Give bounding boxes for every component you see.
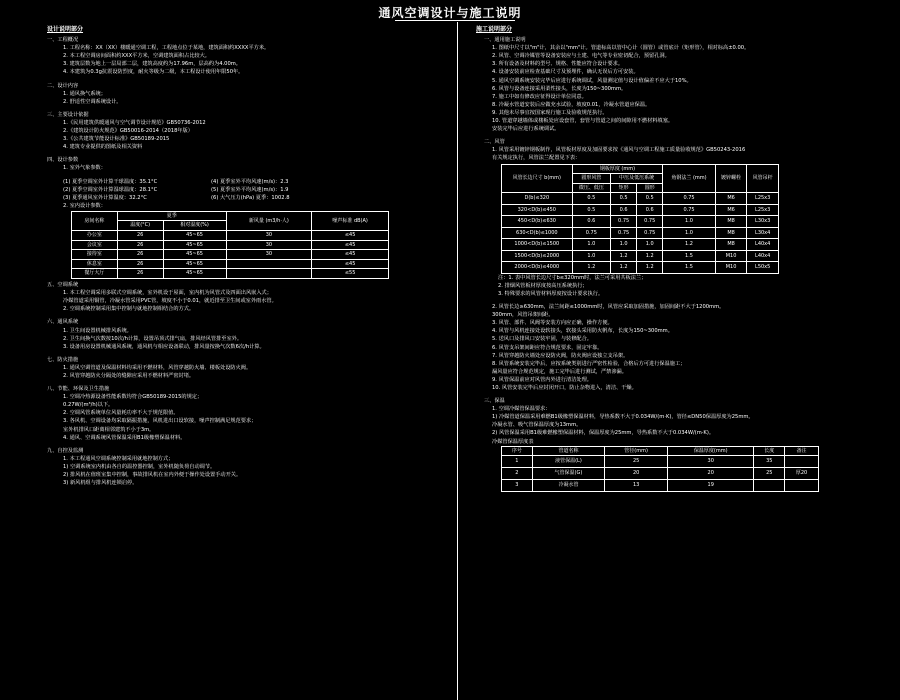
section-line: 2. 卫生间换气次数按10次/h计算，设置吊顶式排气扇，排风经风管排至室外。	[63, 335, 243, 342]
table-cell: 20	[668, 468, 754, 480]
outdoor-param-row	[47, 186, 447, 194]
table-cell: L25x3	[747, 193, 779, 205]
table-cell: ≤45	[312, 250, 389, 260]
table-cell: 0.75	[637, 216, 663, 228]
duct-col-size: 风管长边尺寸 b(mm)	[502, 164, 573, 193]
table-cell: 3	[502, 480, 533, 492]
text-line: 5. 通风空调系统安装完毕后应进行系统调试，风量测定值与设计值偏差不应大于10%。	[492, 77, 692, 84]
title-underline	[395, 20, 515, 21]
table-cell	[226, 269, 312, 279]
duct-col-round: 圆形风管	[572, 174, 610, 184]
outdoor-param: (2) 夏季空调室外计算湿球温度：28.1°C	[63, 186, 158, 193]
table-cell: L40x4	[747, 250, 779, 262]
construction-heading: 施工说明部分	[476, 26, 513, 33]
text-line: 8. 风管系统安装完毕后，应按系统类别进行严密性检验，合格后方可进行保温施工；	[492, 360, 686, 367]
table-cell: 0.6	[611, 204, 637, 216]
indoor-col-noise: 噪声标准 dB(A)	[312, 211, 389, 230]
table-cell: 1.2	[611, 262, 637, 274]
duct-heading: 二、风管	[484, 139, 505, 146]
table-cell: 0.75	[572, 227, 610, 239]
outdoor-param: (6) 大气压力(hPa) 夏季：1002.8	[211, 194, 290, 201]
left-column	[47, 26, 447, 492]
table-cell: 45~65	[163, 240, 226, 250]
outdoor-param-row	[47, 178, 447, 186]
general-lines	[476, 44, 874, 133]
table-cell: M10	[715, 250, 747, 262]
table-row	[72, 269, 389, 279]
section-line: 3. 各风机、空调设备均采取隔振措施，风机进出口设软接，噪声控制满足规范要求；	[63, 418, 257, 425]
table-cell: 1.2	[611, 250, 637, 262]
table-cell: 0.75	[637, 227, 663, 239]
section-line: 1.《民用建筑供暖通风与空气调节设计规范》GB50736-2012	[63, 119, 206, 126]
table-cell: ≤45	[312, 240, 389, 250]
table-cell: ≤45	[312, 231, 389, 241]
table-header-cell: 序号	[502, 446, 533, 456]
outdoor-param: (3) 夏季通风室外计算温度：32.2°C	[63, 194, 147, 201]
table-cell: 办公室	[72, 231, 118, 241]
duct-col-pressure: 中压及低压系统	[611, 174, 663, 184]
table-cell: M6	[715, 204, 747, 216]
table-cell: 2000<D(b)≤4000	[502, 262, 573, 274]
table-cell	[226, 259, 312, 269]
table-cell: 320<D(b)≤450	[502, 204, 573, 216]
table-cell: 30	[668, 456, 754, 468]
table-cell: 0.5	[572, 193, 610, 205]
section-heading: 七、防火措施	[47, 356, 79, 363]
table-cell: ≤45	[312, 259, 389, 269]
table-row	[502, 204, 779, 216]
table-cell: 26	[117, 250, 163, 260]
table-cell	[754, 480, 785, 492]
table-cell: 26	[117, 231, 163, 241]
duct-lines	[476, 303, 874, 392]
section-heading: 二、设计内容	[47, 82, 79, 89]
duct-col-circ: 圆形	[637, 183, 663, 193]
table-cell: 0.5	[611, 193, 637, 205]
table-cell: 0.75	[611, 227, 637, 239]
text-line: 1. 空调冷媒管保温要求：	[492, 406, 551, 413]
table-cell: M10	[715, 262, 747, 274]
section-line: 2. 空调系统控制采用集中控制与就地控制相结合的方式。	[63, 306, 195, 313]
section-line: 4. 建筑专业提供的图纸及相关资料	[63, 144, 143, 151]
table-cell: 1.0	[663, 227, 716, 239]
table-cell: 气管保温(G)	[532, 468, 605, 480]
table-row	[502, 468, 819, 480]
text-line: 6. 风管支吊架间距应符合规范要求，固定牢靠。	[492, 344, 603, 351]
table-cell: 0.75	[663, 204, 716, 216]
section-line: 1. 通风空调管道及保温材料均采用不燃材料，风管穿越防火墙、楼板处设防火阀。	[63, 364, 252, 371]
table-row	[502, 216, 779, 228]
column-divider	[457, 22, 458, 700]
section-line: 3) 新风机组与排风机连锁启停。	[63, 480, 138, 487]
section-heading: 四、设计参数	[47, 157, 79, 164]
section-line: 2. 本工程空调房间面积约XXX平方米，空调建筑面积占比较大。	[63, 53, 210, 60]
text-line: 300mm，风管吊架间距。	[492, 312, 554, 319]
section-line: 1. 通风换气系统；	[63, 90, 106, 97]
text-line: 8. 冷凝水管道安装后应做充水试验，坡度0.01，冷凝水管道应保温。	[492, 101, 651, 108]
text-line: 2. 排烟风管板材厚度按高压系统执行；	[498, 282, 588, 289]
table-cell: ≤55	[312, 269, 389, 279]
table-cell: 45~65	[163, 250, 226, 260]
duct-notes	[476, 274, 874, 298]
section-heading: 六、通风系统	[47, 319, 79, 326]
table-row	[502, 456, 819, 468]
outdoor-param-row	[47, 194, 447, 202]
text-line: 有关规定执行，风管法兰配置见下表：	[492, 155, 581, 162]
section-line: 4. 本建筑为0.3g抗震设防烈度，耐火等级为二级，本工程设计使用年限50年。	[63, 69, 244, 76]
text-line: 冷媒管保温厚度表	[492, 438, 534, 445]
section-line: 0.27W/(m³/h)以下。	[63, 402, 114, 409]
section-line: 1. 空调冷热源设备性能系数均符合GB50189-2015的规定；	[63, 394, 203, 401]
table-header-cell: 保温厚度(mm)	[668, 446, 754, 456]
table-cell: 1.2	[663, 239, 716, 251]
text-line: 1. 风管采用镀锌钢板制作，风管板材厚度及加固要求按《通风与空调工程施工质量验收规范》GB50243-2016	[492, 147, 746, 154]
section-line: 1. 本工程空调采用多联式空调系统，室外机设于屋面，室内机为风管式及四面出风嵌入式；	[63, 290, 272, 297]
text-line: 9. 风管保温前应对风管内外进行清洁处理。	[492, 376, 592, 383]
left-sections	[47, 36, 447, 177]
table-cell: 1	[502, 456, 533, 468]
text-line: 2. 风管长边≥630mm，法兰间距≤1000mm时，风管应采取加固措施，加固间距不大于1200mm。	[492, 304, 725, 311]
table-cell: 1.0	[663, 216, 716, 228]
table-cell: 30	[226, 240, 312, 250]
duct-col-hanger: 风管吊杆	[747, 164, 779, 193]
table-cell: 0.75	[611, 216, 637, 228]
text-line: 1) 冷媒管道保温采用难燃B1级橡塑保温材料，导热系数不大于0.034W/(m·K)，管径≤DN50保温厚度为25mm。	[492, 414, 754, 421]
table-cell: 19	[668, 480, 754, 492]
table-cell: L40x4	[747, 239, 779, 251]
text-line: 3. 所有设备及材料的型号、规格、性能应符合设计要求。	[492, 61, 624, 68]
indoor-col-humidity: 相对湿度(%)	[163, 221, 226, 231]
insulation-lines	[476, 405, 874, 445]
table-cell: D(b)≤320	[502, 193, 573, 205]
section-line: 室外机排风口距离相邻建筑不小于3m。	[63, 426, 155, 433]
text-line: 5. 送风口及排风口安装牢固，与装修配合。	[492, 336, 592, 343]
table-cell: M8	[715, 216, 747, 228]
table-row	[502, 480, 819, 492]
table-cell: 接待室	[72, 250, 118, 260]
table-cell: M8	[715, 239, 747, 251]
design-heading: 设计说明部分	[47, 26, 84, 33]
text-line: 3. 风管、部件、风阀等安装方向应正确，操作方便。	[492, 320, 613, 327]
duct-thickness-table	[501, 164, 779, 274]
duct-col-lowp: 微压、低压	[572, 183, 610, 193]
table-cell: 35	[754, 456, 785, 468]
text-line: 冷凝水管、吸气管保温厚度为13mm。	[492, 422, 582, 429]
table-cell: 30	[226, 250, 312, 260]
table-cell: 45~65	[163, 269, 226, 279]
table-header-cell: 管道名称	[532, 446, 605, 456]
insulation-heading: 三、保温	[484, 398, 505, 405]
duct-col-rect: 矩形	[611, 183, 637, 193]
table-cell: 1.5	[663, 250, 716, 262]
duct-col-flange: 角钢法兰 (mm)	[663, 164, 716, 193]
table-cell: L50x5	[747, 262, 779, 274]
text-line: 4. 设备安装前应检查基础尺寸及预埋件，确认无误后方可安装。	[492, 69, 639, 76]
table-row	[72, 240, 389, 250]
section-line: 2. 空调风管系统单位风量耗功率不大于规范限值。	[63, 410, 179, 417]
text-line: 漏风量应符合规范规定，施工完毕后进行测试，严禁渗漏。	[492, 368, 627, 375]
table-cell: 液管保温(L)	[532, 456, 605, 468]
section-line: 3. 建筑层数为地上一层局部二层，建筑高度约为17.96m，层高约为4.00m。	[63, 61, 241, 68]
table-cell: M6	[715, 193, 747, 205]
duct-col-thickness: 钢板厚度 (mm)	[572, 164, 663, 174]
table-cell: 会议室	[72, 240, 118, 250]
text-line: 7. 施工中如有修改应征得设计单位同意。	[492, 93, 587, 100]
table-cell: 1.5	[663, 262, 716, 274]
table-cell: 0.6	[572, 216, 610, 228]
table-header-cell: 长度	[754, 446, 785, 456]
text-line: 6. 风管与设备连接采用柔性接头，长度为150~300mm。	[492, 85, 627, 92]
section-line: 3. 设备用房设置机械通风系统，通风机与相应设备联动，排风量按换气次数6次/h计算。	[63, 343, 265, 350]
table-cell: 26	[117, 259, 163, 269]
table-cell: 25	[754, 468, 785, 480]
text-line: 注：1. 表中风管长边尺寸b≤320mm时，法兰可采用共板法兰；	[498, 274, 647, 281]
table-cell: L30x3	[747, 216, 779, 228]
insulation-table	[501, 446, 819, 493]
table-row	[502, 262, 779, 274]
indoor-col-temp: 温度(°C)	[117, 221, 163, 231]
table-row	[72, 259, 389, 269]
table-cell: 1.0	[637, 239, 663, 251]
text-line: 2) 风管保温采用B1级难燃橡塑保温材料，保温厚度为25mm，导热系数不大于0.034W/(m·K)。	[492, 430, 715, 437]
table-cell: 13	[605, 480, 668, 492]
section-line: 2) 排风机在值班室集中控制，事故排风机在室内外便于操作处设置手动开关。	[63, 472, 242, 478]
table-cell: 25	[605, 456, 668, 468]
text-line: 10. 风管安装完毕后应封闭开口，防止杂物进入，清洁、干燥。	[492, 385, 637, 391]
general-heading: 一、通用施工说明	[484, 37, 526, 44]
table-cell: 1.0	[611, 239, 637, 251]
table-cell: 630<D(b)≤1000	[502, 227, 573, 239]
indoor-label: 2. 室内设计参数：	[63, 202, 106, 209]
table-cell: 1.0	[572, 239, 610, 251]
section-line: 1. 本工程通风空调系统控制采用就地控制方式；	[63, 455, 174, 462]
table-header-cell: 管径(mm)	[605, 446, 668, 456]
text-line: 7. 风管穿越防火墙处应设防火阀，防火阀应设独立支吊架。	[492, 352, 629, 359]
indoor-param-table	[71, 211, 389, 279]
table-cell: 1000<D(b)≤1500	[502, 239, 573, 251]
table-cell: 1.2	[637, 250, 663, 262]
table-row	[502, 250, 779, 262]
table-row	[502, 193, 779, 205]
outdoor-params	[47, 178, 447, 202]
table-row	[502, 227, 779, 239]
table-cell: 0.5	[637, 193, 663, 205]
duct-col-bolt: 镀锌螺栓	[715, 164, 747, 193]
table-cell: 0.75	[663, 193, 716, 205]
table-cell: 450<D(b)≤630	[502, 216, 573, 228]
section-line: 1. 工程名称：XX（XX）楼暖通空调工程，工程地点位于某地，建筑面积约XXXX平方米。	[63, 45, 270, 52]
drawing-title: 通风空调设计与施工说明	[378, 6, 522, 20]
text-line: 3. 特殊要求的风管材料厚度按设计要求执行。	[498, 290, 604, 297]
table-row	[72, 231, 389, 241]
section-line: 1. 室外气象参数：	[63, 165, 106, 172]
table-cell: 26	[117, 240, 163, 250]
table-cell: 冷凝水管	[532, 480, 605, 492]
text-line: 9. 其他未尽事宜按国家现行施工及验收规范执行。	[492, 109, 608, 116]
outdoor-param: (1) 夏季空调室外计算干球温度：35.1°C	[63, 178, 158, 185]
text-line: 4. 风管与风机连接处设软接头，软接头采用防火帆布，长度为150~300mm。	[492, 328, 673, 335]
table-row	[502, 239, 779, 251]
table-cell: 0.5	[572, 204, 610, 216]
table-cell: 45~65	[163, 259, 226, 269]
table-cell: 餐厅大厅	[72, 269, 118, 279]
section-line: 2.《建筑设计防火规范》GB50016-2014（2018年版）	[63, 128, 193, 135]
section-heading: 八、节能、环保及卫生措施	[47, 386, 110, 393]
table-cell: 厚20	[785, 468, 819, 480]
table-cell: 26	[117, 269, 163, 279]
section-line: 2. 舒适性空调系统设计。	[63, 98, 122, 105]
table-header-cell: 备注	[785, 446, 819, 456]
section-line: 1. 卫生间设置机械排风系统。	[63, 327, 132, 334]
table-cell: 1.2	[637, 262, 663, 274]
section-line: 3.《公共建筑节能设计标准》GB50189-2015	[63, 136, 170, 143]
text-line: 安装完毕后应进行系统调试。	[492, 126, 560, 133]
table-cell: M8	[715, 227, 747, 239]
section-line: 1) 空调系统室内机由各自的温控器控制，室外机随负荷自动调节。	[63, 463, 216, 470]
indoor-col-room: 房间名称	[72, 211, 118, 230]
outdoor-param: (5) 夏季室外平均风速(m/s)：1.9	[211, 186, 289, 193]
table-cell: 休息室	[72, 259, 118, 269]
section-heading: 一、工程概况	[47, 37, 79, 44]
duct-intro	[476, 146, 874, 162]
table-cell: 1.2	[572, 262, 610, 274]
table-cell: 1.0	[572, 250, 610, 262]
table-cell: L30x4	[747, 227, 779, 239]
table-row	[72, 250, 389, 260]
indoor-col-fresh-air: 新风量 (m3/h·人)	[226, 211, 312, 230]
outdoor-param: (4) 夏季室外平均风速(m/s)：2.3	[211, 178, 289, 185]
table-cell: 0.6	[637, 204, 663, 216]
table-cell	[785, 480, 819, 492]
text-line: 2. 风管、空调冷媒管等设备安装应与土建、电气等专业密切配合，预留孔洞。	[492, 53, 670, 60]
table-cell: L25x3	[747, 204, 779, 216]
table-cell: 45~65	[163, 231, 226, 241]
indoor-col-summer: 夏季	[117, 211, 226, 221]
section-heading: 三、主要设计依据	[47, 111, 89, 118]
section-line: 2. 风管穿越防火分隔处的缝隙应采用不燃材料严密封堵。	[63, 372, 195, 379]
section-heading: 九、自控及监测	[47, 447, 84, 454]
section-heading: 五、空调系统	[47, 282, 79, 289]
left-sections-2	[47, 281, 447, 492]
text-line: 10. 管道穿越墙体或楼板处应设套管，套管与管道之间的间隙用不燃材料填塞。	[492, 118, 674, 125]
right-column	[476, 26, 874, 492]
table-cell: 2	[502, 468, 533, 480]
section-line: 4. 通风、空调系统风管保温采用B1级橡塑保温材料。	[63, 434, 186, 441]
section-line: 冷媒管道采用铜管，冷凝水管采用PVC管，坡度不小于0.01，就近排至卫生间或室外雨水管。	[63, 298, 277, 305]
text-line: 1. 图纸中尺寸以"m"计，其余以"mm"计。管道标高以管中心计（圆管）或管底计（矩形管），相对标高±0.00。	[492, 45, 750, 52]
table-cell: 1500<D(b)≤2000	[502, 250, 573, 262]
table-cell: 20	[605, 468, 668, 480]
table-cell: 30	[226, 231, 312, 241]
table-cell	[785, 456, 819, 468]
